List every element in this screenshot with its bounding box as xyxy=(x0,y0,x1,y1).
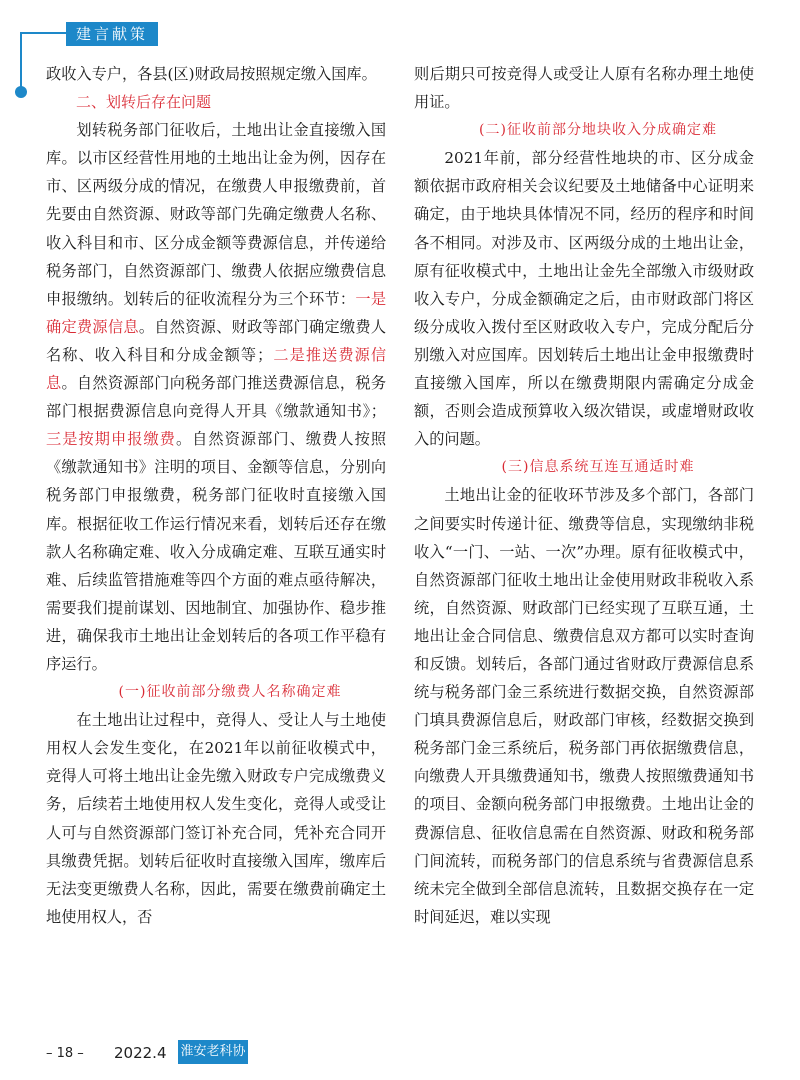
paragraph-text: 。自然资源部门向税务部门推送费源信息，税务部门根据费源信息向竞得人开具《缴款通知书》； xyxy=(46,374,387,421)
emphasis-step-2: 二是推送费源信息 xyxy=(46,345,387,393)
emphasis-step-1: 一是确定费源信息 xyxy=(46,289,387,336)
header-rule-horizontal xyxy=(20,32,66,34)
right-column xyxy=(414,60,754,931)
paragraph-text: 。自然资源、财政等部门确定缴费人名称、收入科目和分成金额等； xyxy=(46,317,387,364)
paragraph: 在土地出让过程中，竞得人、受让人与土地使用权人会发生变化，在2021年以前征收模式中，竞得人可将土地出让金先缴入财政专户完成缴费义务，后续若土地使用权人发生变化，竞得人或受让人可与自然资源部门签订补充合同，凭补充合同开具缴费凭据。划转后征收时直接缴入国库，缴库后无法变更缴费人名称，因此，需要在缴费前确定土地使用权人，否 xyxy=(46,711,386,926)
subsection-heading-1: (一)征收前部分缴费人名称确定难 xyxy=(118,684,342,701)
paragraph-text: 划转税务部门征收后，土地出让金直接缴入国库。以市区经营性用地的土地出让金为例，因存在市、区两级分成的情况，在缴费人申报缴费前，首先要由自然资源、财政等部门先确定缴费人名称、收入科目和市、区分成金额等费源信息，并传递给税务部门，自然资源部门、缴费人依据应缴费信息申报缴纳。划转后的征收流程分为三个环节： xyxy=(46,121,386,308)
paragraph-continued: 政收入专户，各县(区)财政局按照规定缴入国库。 xyxy=(46,65,377,83)
emphasis-step-3: 三是按期申报缴费 xyxy=(46,430,176,449)
section-heading: 二、划转后存在问题 xyxy=(76,93,212,112)
issue-label: 2022.4 xyxy=(114,1044,167,1062)
paragraph: 2021年前，部分经营性地块的市、区分成金额依据市政府相关会议纪要及土地储备中心证明来确定，由于地块具体情况不同，经历的程序和时间各不相同。对涉及市、区两级分成的土地出让金，原有征收模式中，土地出让金先全部缴入市级财政收入专户，分成金额确定之后，由市财政部门将区级分成收入拨付至区财政收入专户，完成分配后分别缴入对应国库。因划转后土地出让金申报缴费时直接缴入国库，所以在缴费期限内需确定分成金额，否则会造成预算收入级次错误，或虚增财政收入的问题。 xyxy=(414,149,754,449)
left-column xyxy=(46,60,386,931)
page-number: – 18 – xyxy=(46,1046,84,1061)
section-tag: 建言献策 xyxy=(66,22,158,46)
paragraph-continued: 则后期只可按竞得人或受让人原有名称办理土地使用证。 xyxy=(414,65,754,112)
subsection-heading-3: (三)信息系统互连互通适时难 xyxy=(501,459,695,476)
page-footer xyxy=(0,1040,800,1070)
header-rule-vertical xyxy=(20,32,22,90)
paragraph-text: 。自然资源部门、缴费人按照《缴款通知书》注明的项目、金额等信息，分别向税务部门申报缴费，税务部门征收时直接缴入国库。根据征收工作运行情况来看，划转后还存在缴款人名称确定难、收入分成确定难、互联互通实时难、后续监管措施难等四个方面的难点亟待解决，需要我们提前谋划、因地制宜、加强协作、稳步推进，确保我市土地出让金划转后的各项工作平稳有序运行。 xyxy=(46,430,387,673)
paragraph xyxy=(46,116,386,678)
subsection-heading-2: (二)征收前部分地块收入分成确定难 xyxy=(479,122,717,139)
paragraph: 土地出让金的征收环节涉及多个部门，各部门之间要实时传递计征、缴费等信息，实现缴纳非税收入“一门、一站、一次”办理。原有征收模式中，自然资源部门征收土地出让金使用财政非税收入系统，自然资源、财政部门已经实现了互联互通，土地出让金合同信息、缴费信息双方都可以实时查询和反馈。划转后，各部门通过省财政厅费源信息系统与税务部门金三系统进行数据交换，自然资源部门填具费源信息后，财政部门审核，经数据交换到税务部门金三系统后，税务部门再依据缴费信息，向缴费人开具缴费通知书，缴费人按照缴费通知书的项目、金额向税务部门申报缴费。土地出让金的费源信息、征收信息需在自然资源、财政和税务部门间流转，而税务部门的信息系统与省费源信息系统未完全做到全部信息流转，且数据交换存在一定时间延迟，难以实现 xyxy=(414,486,754,926)
bullet-dot xyxy=(15,86,27,98)
publication-badge: 淮安老科协 xyxy=(178,1040,248,1064)
